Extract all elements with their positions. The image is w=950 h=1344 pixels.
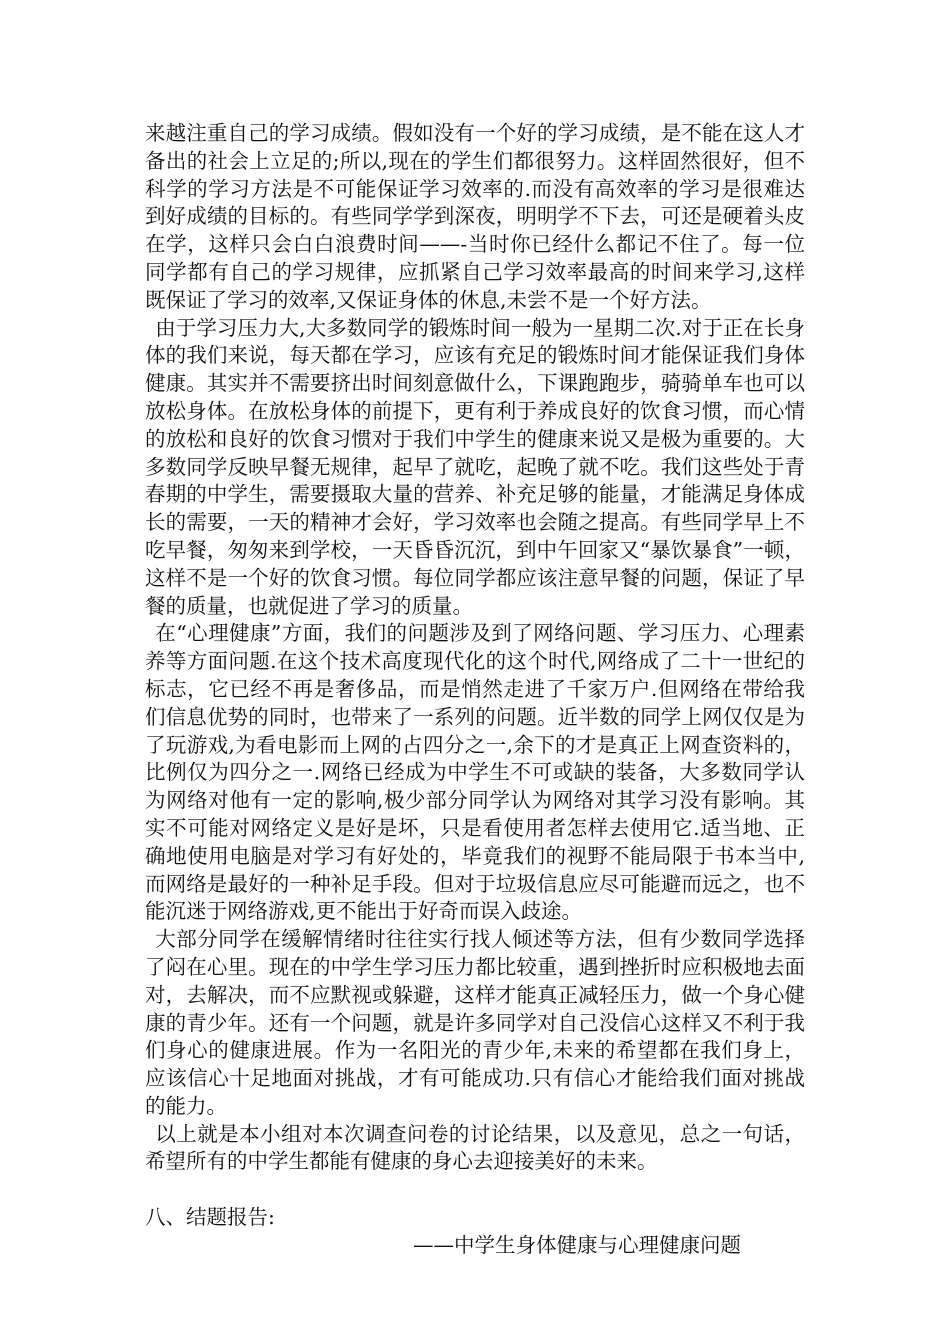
section-subtitle: ——中学生身体健康与心理健康问题 (413, 1232, 741, 1257)
blank-line (145, 1176, 805, 1204)
paragraph-study-efficiency: 来越注重自己的学习成绩。假如没有一个好的学习成绩，是不能在这人才备出的社会上立足的;所以,现在的学生们都很努力。这样固然很好，但不科学的学习方法是不可能保证学习效率的.而没有高效率的学习是很难达到好成绩的目标的。有些同学学到深夜，明明学不下去，可还是硬着头皮在学，这样只会白白浪费时间——-当时你已经什么都记不住了。每一位同学都有自己的学习规律，应抓紧自己学习效率最高的时间来学习,这样既保证了学习的效率,又保证身体的休息,未尝不是一个好方法。 (145, 121, 805, 312)
document-body (145, 120, 805, 1260)
section-heading: 八、结题报告: (145, 1205, 275, 1230)
paragraph-internet: 在“心理健康”方面，我们的问题涉及到了网络问题、学习压力、心理素养等方面问题.在这个技术高度现代化的这个时代,网络成了二十一世纪的标志，它已经不再是奢侈品，而是悄然走进了千家万户.但网络在带给我们信息优势的同时，也带来了一系列的问题。近半数的同学上网仅仅是为了玩游戏,为看电影而上网的占四分之一,余下的才是真正上网查资料的，比例仅为四分之一.网络已经成为中学生不可或缺的装备，大多数同学认为网络对他有一定的影响,极少部分同学认为网络对其学习没有影响。其实不可能对网络定义是好是坏，只是看使用者怎样去使用它.适当地、正确地使用电脑是对学习有好处的，毕竟我们的视野不能局限于书本当中,而网络是最好的一种补足手段。但对于垃圾信息应尽可能避而远之，也不能沉迷于网络游戏,更不能出于好奇而误入歧途。 (145, 621, 805, 924)
paragraph-emotion: 大部分同学在缓解情绪时往往实行找人倾述等方法，但有少数同学选择了闷在心里。现在的中学生学习压力都比较重，遇到挫折时应积极地去面对，去解决，而不应默视或躲避，这样才能真正减轻压力，做一个身心健康的青少年。还有一个问题，就是许多同学对自己没信心这样又不利于我们身心的健康进展。作为一名阳光的青少年,未来的希望都在我们身上，应该信心十足地面对挑战，才有可能成功.只有信心才能给我们面对挑战的能力。 (145, 927, 805, 1118)
paragraph-conclusion: 以上就是本小组对本次调查问卷的讨论结果，以及意见，总之一句话，希望所有的中学生都能有健康的身心去迎接美好的未来。 (145, 1121, 805, 1174)
paragraph-exercise-diet: 由于学习压力大,大多数同学的锻炼时间一般为一星期二次.对于正在长身体的我们来说，每天都在学习，应该有充足的锻炼时间才能保证我们身体健康。其实并不需要挤出时间刻意做什么，下课跑跑步，骑骑单车也可以放松身体。在放松身体的前提下，更有利于养成良好的饮食习惯，而心情的放松和良好的饮食习惯对于我们中学生的健康来说又是极为重要的。大多数同学反映早餐无规律，起早了就吃，起晚了就不吃。我们这些处于青春期的中学生，需要摄取大量的营养、补充足够的能量，才能满足身体成长的需要，一天的精神才会好，学习效率也会随之提高。有些同学早上不吃早餐，匆匆来到学校，一天昏昏沉沉，到中午回家又“暴饮暴食”一顿，这样不是一个好的饮食习惯。每位同学都应该注意早餐的问题，保证了早餐的质量，也就促进了学习的质量。 (145, 315, 805, 618)
